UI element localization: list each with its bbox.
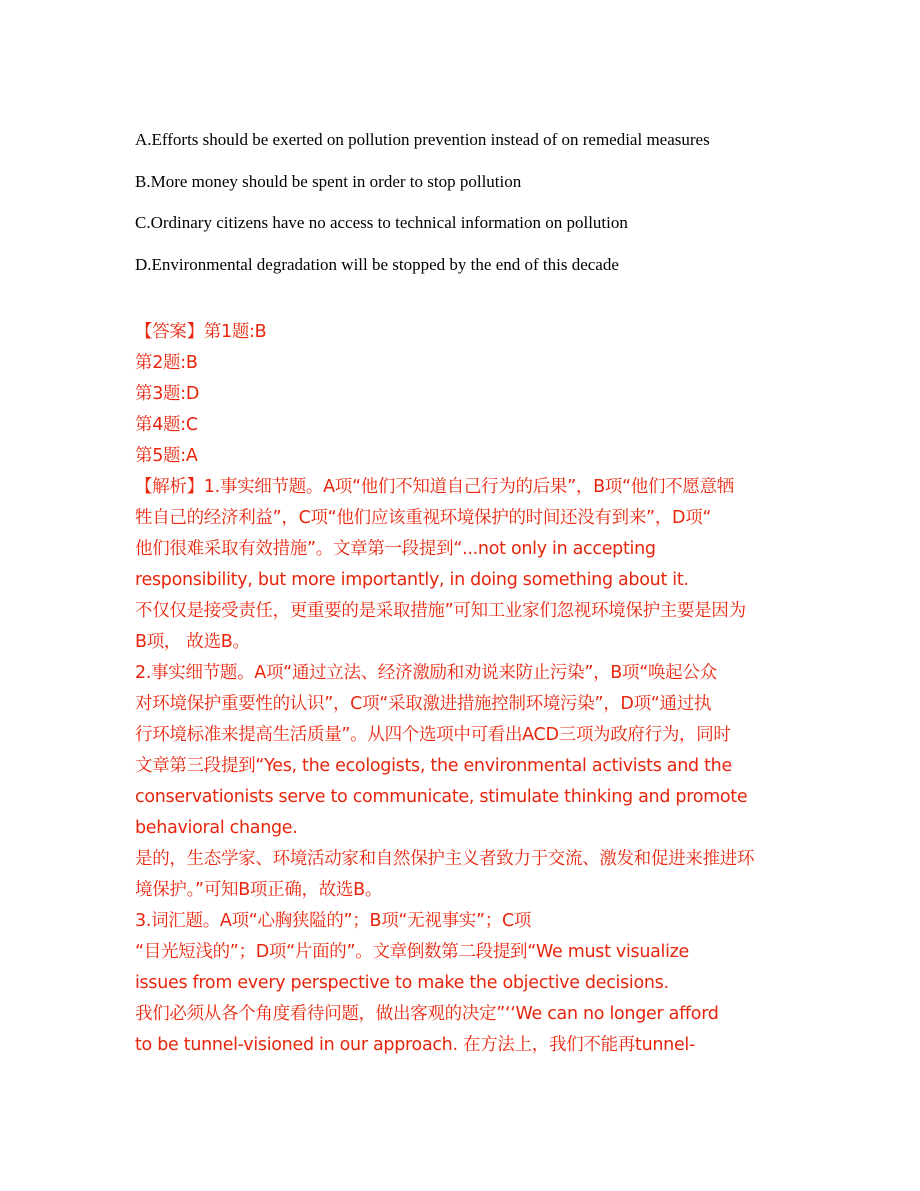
- explanation-line: conservationists serve to communicate, stimulate thinking and promote: [135, 787, 748, 807]
- option-d: D.Environmental degradation will be stopped by the end of this decade: [135, 254, 619, 274]
- explanation-line: 牲自己的经济利益”，C项“他们应该重视环境保护的时间还没有到来”，D项“: [135, 508, 712, 528]
- explanation-line: 行环境标准来提高生活质量”。从四个选项中可看出ACD三项为政府行为，同时: [135, 725, 731, 745]
- explanation-line: “目光短浅的”；D项“片面的”。文章倒数第二段提到“We must visualize: [135, 942, 690, 962]
- answer-line: 第5题:A: [135, 446, 198, 466]
- explanation-line: 我们必须从各个角度看待问题，做出客观的决定”‘‘We can no longer afford: [135, 1004, 719, 1024]
- explanation-line: 他们很难采取有效措施”。文章第一段提到“...not only in accepting: [135, 539, 656, 559]
- explanation-line: behavioral change.: [135, 818, 298, 838]
- explanation-line: 是的，生态学家、环境活动家和自然保护主义者致力于交流、激发和促进来推进环: [135, 849, 755, 869]
- option-a: A.Efforts should be exerted on pollution prevention instead of on remedial measures: [135, 130, 710, 149]
- answer-line: 第2题:B: [135, 353, 198, 373]
- explanation-line: 【解析】1.事实细节题。A项“他们不知道自己行为的后果”，B项“他们不愿意牺: [135, 477, 734, 497]
- option-c: C.Ordinary citizens have no access to technical information on pollution: [135, 213, 628, 232]
- explanation-line: issues from every perspective to make the objective decisions.: [135, 973, 669, 993]
- explanation-line: B项， 故选B。: [135, 632, 250, 652]
- explanation-line: 2.事实细节题。A项“通过立法、经济激励和劝说来防止污染”，B项“唤起公众: [135, 663, 717, 683]
- explanation-line: responsibility, but more importantly, in doing something about it.: [135, 570, 689, 590]
- option-b: B.More money should be spent in order to stop pollution: [135, 171, 522, 191]
- answer-line: 第4题:C: [135, 415, 198, 435]
- explanation-line: 对环境保护重要性的认识”，C项“采取激进措施控制环境污染”，D项“通过执: [135, 694, 712, 714]
- explanation-line: 3.词汇题。A项“心胸狭隘的”；B项“无视事实”；C项: [135, 911, 532, 931]
- answer-line: 第3题:D: [135, 384, 200, 404]
- answer-line: 【答案】第1题:B: [135, 322, 267, 342]
- explanation-line: 文章第三段提到“Yes, the ecologists, the environmental activists and the: [135, 756, 732, 776]
- answer-explanation: [135, 317, 795, 1061]
- explanation-line: to be tunnel-visioned in our approach. 在方法上，我们不能再tunnel-: [135, 1035, 695, 1055]
- answer-options: [135, 126, 895, 292]
- explanation-line: 境保护。”可知B项正确，故选B。: [135, 880, 383, 900]
- explanation-line: 不仅仅是接受责任，更重要的是采取措施”可知工业家们忽视环境保护主要是因为: [135, 601, 746, 621]
